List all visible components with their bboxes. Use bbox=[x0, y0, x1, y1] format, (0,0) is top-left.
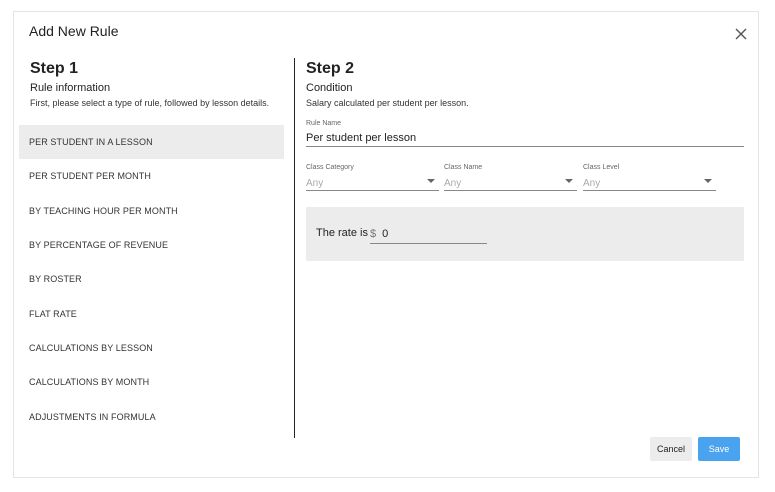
chevron-down-icon bbox=[565, 179, 573, 183]
rule-item-per-student-in-a-lesson[interactable]: PER STUDENT IN A LESSON bbox=[19, 125, 284, 159]
rule-name-label: Rule Name bbox=[306, 120, 342, 127]
chevron-down-icon bbox=[704, 179, 712, 183]
step1-subtitle: Rule information bbox=[30, 82, 111, 94]
rate-field bbox=[370, 224, 487, 244]
step1-description: First, please select a type of rule, followed by lesson details. bbox=[30, 98, 270, 108]
class-level-select[interactable] bbox=[583, 173, 716, 191]
close-icon[interactable] bbox=[734, 27, 748, 41]
rule-name-field bbox=[306, 120, 744, 147]
rule-item-adjustments-in-formula[interactable]: ADJUSTMENTS IN FORMULA bbox=[29, 411, 156, 422]
cancel-button[interactable]: Cancel bbox=[650, 437, 692, 461]
class-category-field bbox=[306, 164, 439, 191]
class-level-label: Class Level bbox=[583, 164, 620, 171]
add-rule-dialog bbox=[13, 11, 759, 478]
column-divider bbox=[294, 58, 295, 438]
class-level-value: Any bbox=[583, 178, 601, 189]
rule-item-by-percentage-of-revenue[interactable]: BY PERCENTAGE OF REVENUE bbox=[29, 240, 169, 251]
class-name-field bbox=[444, 164, 577, 191]
dialog-title: Add New Rule bbox=[29, 23, 119, 39]
rule-item-flat-rate[interactable]: FLAT RATE bbox=[29, 308, 77, 319]
rule-item-calculations-by-lesson[interactable]: CALCULATIONS BY LESSON bbox=[29, 342, 153, 353]
class-name-value: Any bbox=[444, 178, 462, 189]
rate-label: The rate is bbox=[316, 227, 368, 239]
class-category-label: Class Category bbox=[306, 164, 354, 171]
rule-item-by-teaching-hour-per-month[interactable]: BY TEACHING HOUR PER MONTH bbox=[29, 205, 178, 216]
step2-subtitle: Condition bbox=[306, 82, 353, 94]
rate-panel bbox=[306, 207, 744, 261]
step1-title: Step 1 bbox=[30, 60, 79, 77]
rule-name-input[interactable] bbox=[306, 129, 744, 147]
rule-type-list bbox=[19, 125, 284, 434]
rule-item-by-roster[interactable]: BY ROSTER bbox=[29, 274, 82, 285]
save-button[interactable]: Save bbox=[698, 437, 740, 461]
class-category-select[interactable] bbox=[306, 173, 439, 191]
rule-item-calculations-by-month[interactable]: CALCULATIONS BY MONTH bbox=[29, 377, 150, 388]
currency-symbol: $ bbox=[370, 227, 377, 240]
class-level-field bbox=[583, 164, 716, 191]
class-name-label: Class Name bbox=[444, 164, 483, 171]
step2-description: Salary calculated per student per lesson. bbox=[306, 98, 469, 108]
class-name-select[interactable] bbox=[444, 173, 577, 191]
class-category-value: Any bbox=[306, 178, 324, 189]
chevron-down-icon bbox=[427, 179, 435, 183]
rate-input[interactable] bbox=[382, 228, 472, 240]
step2-title: Step 2 bbox=[306, 60, 355, 77]
rule-item-per-student-per-month[interactable]: PER STUDENT PER MONTH bbox=[29, 171, 151, 182]
